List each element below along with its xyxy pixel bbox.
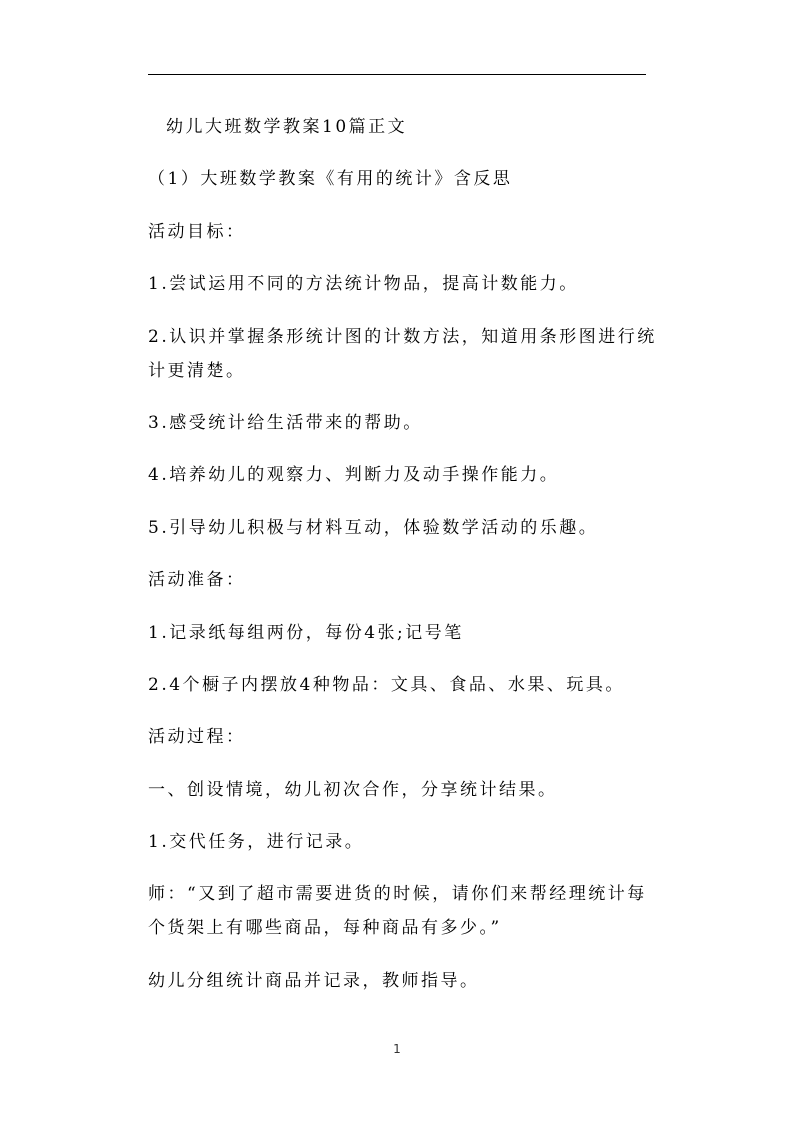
process-step-heading: 一、创设情境，幼儿初次合作，分享统计结果。 xyxy=(148,779,558,800)
section-heading-preparation: 活动准备： xyxy=(148,570,246,591)
teacher-quote: 师：“又到了超市需要进货的时候，请你们来帮经理统计每 xyxy=(148,884,647,905)
goal-item-5: 5.引导幼儿积极与材料互动，体验数学活动的乐趣。 xyxy=(148,517,599,538)
document-title: 幼儿大班数学教案10篇正文 xyxy=(166,117,408,137)
goal-item-2-continued: 计更清楚。 xyxy=(148,360,246,381)
goal-item-2: 2.认识并掌握条形统计图的计数方法，知道用条形图进行统 xyxy=(148,326,657,347)
document-body xyxy=(148,110,657,1016)
process-paragraph: 幼儿分组统计商品并记录，教师指导。 xyxy=(148,970,480,991)
teacher-quote-continued: 个货架上有哪些商品，每种商品有多少。” xyxy=(148,918,502,939)
goal-item-4: 4.培养幼儿的观察力、判断力及动手操作能力。 xyxy=(148,465,560,486)
preparation-item-2: 2.4个橱子内摆放4种物品：文具、食品、水果、玩具。 xyxy=(148,674,625,695)
section-heading-goals: 活动目标： xyxy=(148,221,246,242)
preparation-item-1: 1.记录纸每组两份，每份4张;记号笔 xyxy=(148,622,464,643)
lesson-heading: （1）大班数学教案《有用的统计》含反思 xyxy=(148,169,513,190)
header-rule xyxy=(148,74,646,75)
process-item-1: 1.交代任务，进行记录。 xyxy=(148,832,365,853)
page-number: 1 xyxy=(393,1042,401,1056)
goal-item-3: 3.感受统计给生活带来的帮助。 xyxy=(148,412,423,433)
goal-item-1: 1.尝试运用不同的方法统计物品，提高计数能力。 xyxy=(148,274,579,295)
section-heading-process: 活动过程： xyxy=(148,727,246,748)
